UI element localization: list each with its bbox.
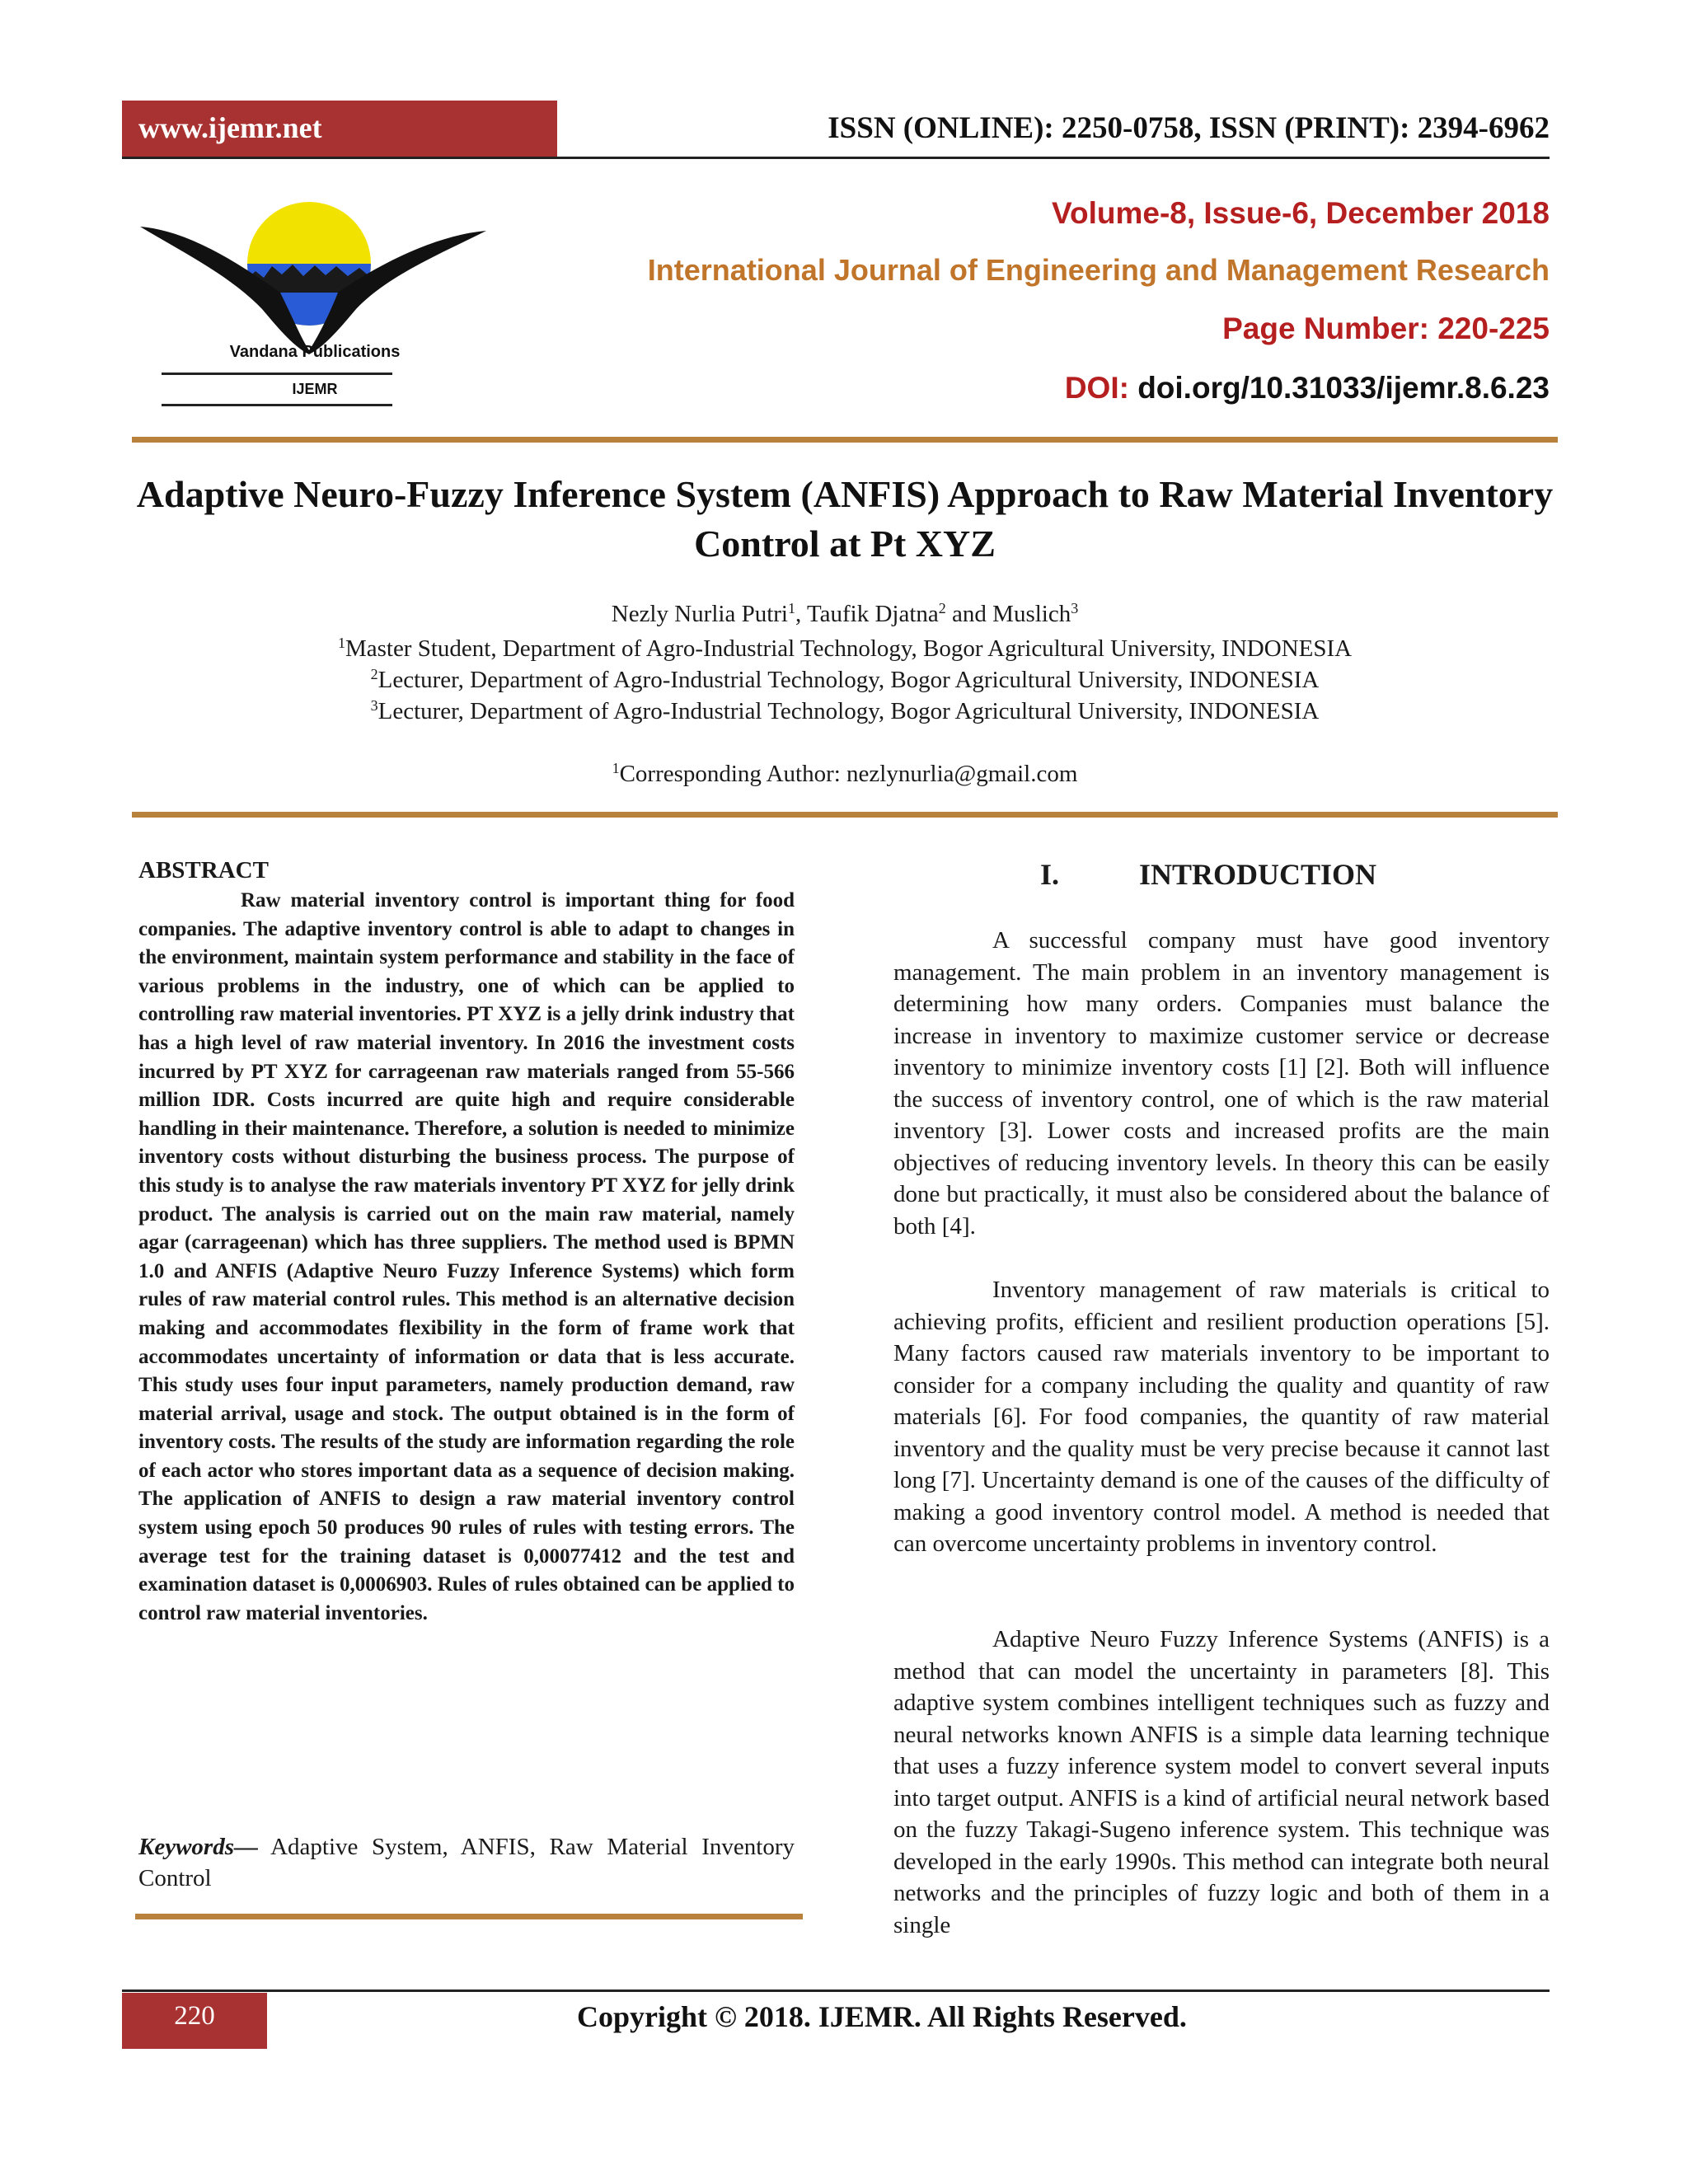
keywords <box>138 1831 795 1894</box>
paper-title: Adaptive Neuro-Fuzzy Inference System (ANFIS) Approach to Raw Material Inventory Control at Pt XYZ <box>136 473 1554 565</box>
corresponding-text: Corresponding Author: nezlynurlia@gmail.com <box>619 761 1078 787</box>
corresponding-sup: 1 <box>612 760 620 776</box>
title-bottom-rule <box>132 812 1558 818</box>
affiliation-text: Lecturer, Department of Agro-Industrial Technology, Bogor Agricultural University, INDONESIA <box>377 698 1320 724</box>
doi-line[interactable] <box>1065 371 1550 405</box>
affiliation-text: Master Student, Department of Agro-Industrial Technology, Bogor Agricultural University, INDONESIA <box>345 635 1353 662</box>
volume-issue: Volume-8, Issue-6, December 2018 <box>1052 196 1550 230</box>
logo-divider <box>162 404 392 406</box>
affiliation-sup: 2 <box>370 666 378 682</box>
page-range: Page Number: 220-225 <box>1222 312 1550 345</box>
intro-paragraph: Inventory management of raw materials is critical to achieving profits, efficient and resilient production operations [5]. Many factors caused raw materials inventory to be important to consider for a company including the quality and quantity of raw materials [6]. For food companies, the quantity of raw material inventory and the quality must be very precise because it cannot last long [7]. Uncertainty demand is one of the causes of the difficulty of making a good inventory control model. A method is needed that can overcome uncertainty problems in inventory control. <box>893 1277 1550 1557</box>
logo-abbr-text: IJEMR <box>292 381 338 397</box>
doi-label: DOI: <box>1064 371 1129 405</box>
title-top-rule <box>132 437 1558 443</box>
logo-divider <box>162 373 392 375</box>
site-url[interactable]: www.ijemr.net <box>138 111 322 144</box>
author-name: and Muslich <box>945 601 1071 627</box>
author-sup: 3 <box>1071 600 1079 616</box>
copyright-notice: Copyright © 2018. IJEMR. All Rights Reserved. <box>577 2000 1187 2033</box>
keywords-label: Keywords— <box>138 1834 258 1860</box>
author-name: Nezly Nurlia Putri <box>611 601 788 627</box>
abstract-body: Raw material inventory control is important thing for food companies. The adaptive inventory control is able to adapt to changes in the environment, maintain system performance and stability in the face of various problems in the industry, one of which can be applied to controlling raw material inventories. PT XYZ is a jelly drink industry that has a high level of raw material inventory. In 2016 the investment costs incurred by PT XYZ for carrageenan raw materials ranged from 55-566 million IDR. Costs incurred are quite high and require considerable handling in their maintenance. Therefore, a solution is needed to minimize inventory costs without disturbing the business process. The purpose of this study is to analyse the raw materials inventory PT XYZ for jelly drink product. The analysis is carried out on the main raw material, namely agar (carrageenan) which has three suppliers. The method used is BPMN 1.0 and ANFIS (Adaptive Neuro Fuzzy Inference Systems) which form rules of raw material control rules. This method is an alternative decision making and accommodates flexibility in the form of frame work that accommodates uncertainty of information or data that is less accurate. This study uses four input parameters, namely production demand, raw material arrival, usage and stock. The output obtained is in the form of inventory costs. The results of the study are information regarding the role of each actor who stores important data as a sequence of decision making. The application of ANFIS to design a raw material inventory control system using epoch 50 produces 90 rules of rules with testing errors. The average test for the training dataset is 0,00077412 and the test and examination dataset is 0,0006903. Rules of rules obtained can be applied to control raw material inventories. <box>138 889 795 1624</box>
affiliation-sup: 3 <box>370 697 378 714</box>
page-number: 220 <box>174 2001 215 2031</box>
journal-name: International Journal of Engineering and Management Research <box>647 253 1550 287</box>
abstract-heading: ABSTRACT <box>138 857 269 883</box>
abstract-bottom-rule <box>135 1914 803 1919</box>
affiliation <box>132 664 1558 696</box>
author-sup: 2 <box>938 600 946 616</box>
affiliation-text: Lecturer, Department of Agro-Industrial Technology, Bogor Agricultural University, INDONESIA <box>377 667 1320 693</box>
logo-publisher-text: Vandana Publications <box>229 343 401 361</box>
header-rule <box>122 157 1550 159</box>
doi-value[interactable]: doi.org/10.31033/ijemr.8.6.23 <box>1128 371 1550 405</box>
author-sup: 1 <box>787 600 795 616</box>
footer-rule <box>122 1990 1550 1992</box>
affiliation <box>132 633 1558 664</box>
corresponding-author <box>132 758 1558 790</box>
affiliation <box>132 696 1558 727</box>
author-name: , Taufik Djatna <box>795 601 939 627</box>
keywords-text: Adaptive System, ANFIS, Raw Material Inventory Control <box>138 1834 795 1891</box>
intro-paragraph: Adaptive Neuro Fuzzy Inference Systems (ANFIS) is a method that can model the uncertainty in parameters [8]. This adaptive system combines intelligent techniques such as fuzzy and neural networks known ANFIS is a simple data learning technique that uses a fuzzy inference system model to convert several inputs into target output. ANFIS is a kind of artificial neural network based on the fuzzy Takagi-Sugeno inference system. This technique was developed in the early 1990s. This method can integrate both neural networks and the principles of fuzzy logic and both of them in a single <box>893 1626 1550 1938</box>
section-title: INTRODUCTION <box>1139 858 1377 891</box>
affiliation-sup: 1 <box>337 635 345 651</box>
section-number: I. <box>1040 858 1060 891</box>
author-list <box>132 598 1558 630</box>
issn-line: ISSN (ONLINE): 2250-0758, ISSN (PRINT): 2394-6962 <box>828 111 1550 145</box>
intro-paragraph: A successful company must have good inventory management. The main problem in an inventory management is determining how many orders. Companies must balance the increase in inventory to maximize customer service or decrease inventory to minimize inventory costs [1] [2]. Both will influence the success of inventory control, one of which is the raw material inventory [3]. Lower costs and increased profits are the main objectives of reducing inventory levels. In theory this can be easily done but practically, it must also be considered about the balance of both [4]. <box>893 927 1550 1240</box>
